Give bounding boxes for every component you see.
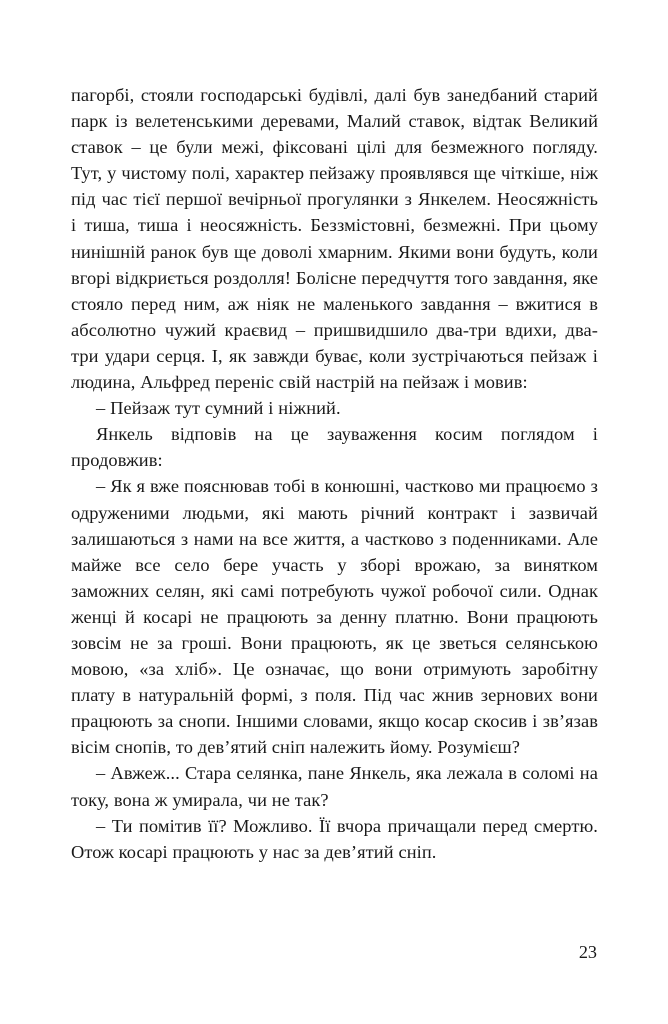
paragraph: – Ти помітив її? Можливо. Її вчора причащали перед смертю. Отож косарі працюють у нас за дев’ятий сніп. bbox=[71, 815, 598, 862]
paragraph: пагорбі, стояли господарські будівлі, далі був занедбаний старий парк із велетенськими деревами, Малий ставок, відтак Великий ставок – це були межі, фіксовані цілі для безмежного погляду. Тут, у чистому полі, характер пейзажу проявлявся ще чіткіше, ніж під час тієї першої вечірньої прогулянки з Янкелем. Неосяжність і тиша, тиша і неосяжність. Беззмістовні, безмежні. При цьому нинішній ранок був ще доволі хмарним. Якими вони будуть, коли вгорі відкриється роздолля! Болісне передчуття того завдання, яке стояло перед ним, аж ніяк не маленького завдання – вжитися в абсолютно чужий краєвид – пришвидшило два-три вдихи, два-три удари серця. І, як завжди буває, коли зустрічаються пейзаж і людина, Альфред переніс свій настрій на пейзаж і мовив: bbox=[71, 85, 598, 393]
paragraph: – Авжеж... Стара селянка, пане Янкель, яка лежала в соломі на току, вона ж умирала, чи не так? bbox=[71, 763, 598, 810]
paragraph: Янкель відповів на це зауваження косим поглядом і продовжив: bbox=[71, 424, 598, 471]
paragraph: – Пейзаж тут сумний і ніжний. bbox=[96, 398, 341, 419]
paragraph: – Як я вже пояснював тобі в конюшні, частково ми працюємо з одруженими людьми, які мають річний контракт і зазвичай залишаються з нами на все життя, а частково з поденниками. Але майже все село бере участь у зборі врожаю, за винятком заможних селян, які самі потребують чужої робочої сили. Однак женці й косарі не працюють за денну платню. Вони працюють зовсім не за гроші. Вони працюють, як це зветься селянською мовою, «за хліб». Це означає, що вони отримують заробітну плату в натуральній формі, з поля. Під час жнив зернових вони працюють за снопи. Іншими словами, якщо косар скосив і зв’язав вісім снопів, то дев’ятий сніп належить йому. Розумієш? bbox=[71, 476, 598, 758]
body-text-column bbox=[71, 82, 598, 865]
page-number: 23 bbox=[578, 942, 597, 962]
